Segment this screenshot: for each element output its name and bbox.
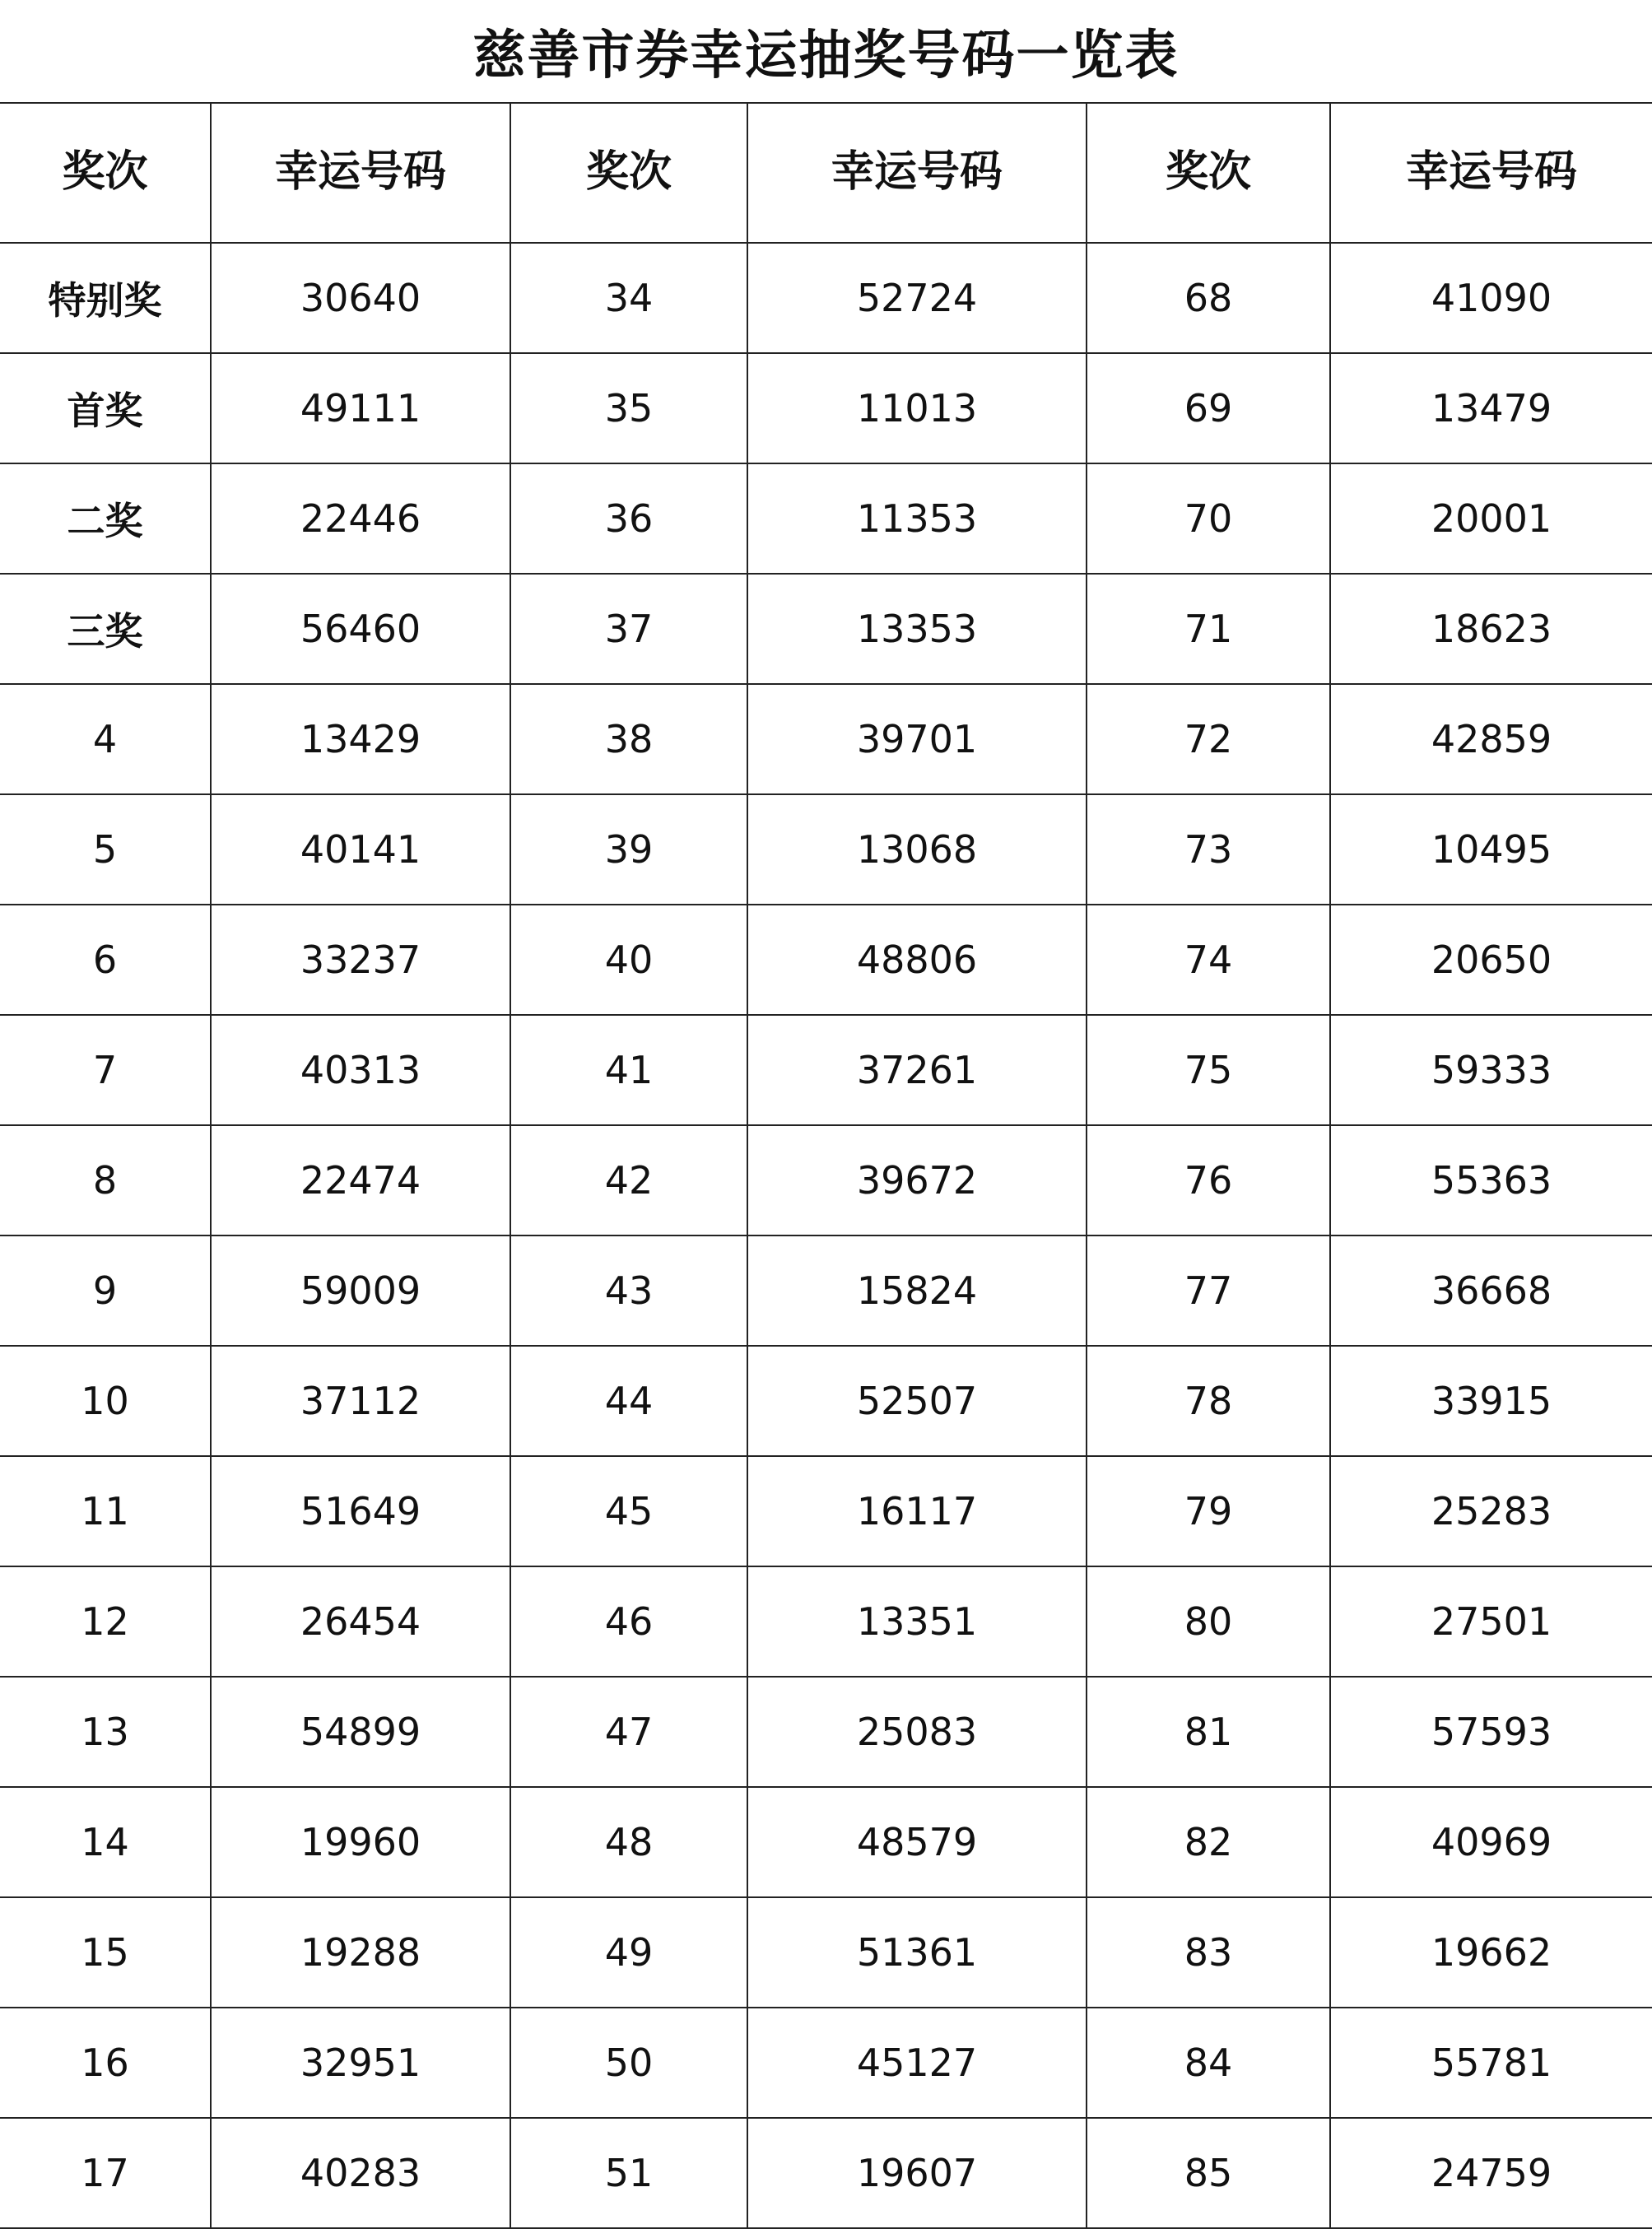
lucky-number-cell: 54899 bbox=[211, 1677, 510, 1787]
lucky-number-cell: 32951 bbox=[211, 2008, 510, 2118]
lucky-number-cell: 40141 bbox=[211, 794, 510, 905]
lucky-number-cell: 19288 bbox=[211, 1897, 510, 2008]
lucky-number-cell: 51361 bbox=[747, 1897, 1087, 2008]
prize-rank-cell: 15 bbox=[0, 1897, 211, 2008]
lucky-number-cell: 40313 bbox=[211, 1015, 510, 1125]
table-row bbox=[0, 2008, 1652, 2118]
prize-rank-cell: 38 bbox=[510, 684, 747, 794]
lucky-number-cell: 25283 bbox=[1330, 1456, 1652, 1566]
prize-rank-cell: 42 bbox=[510, 1125, 747, 1235]
lucky-number-cell: 24759 bbox=[1330, 2118, 1652, 2228]
table-row bbox=[0, 2118, 1652, 2228]
prize-rank-cell: 11 bbox=[0, 1456, 211, 1566]
prize-rank-cell: 79 bbox=[1087, 1456, 1330, 1566]
prize-rank-cell: 10 bbox=[0, 1346, 211, 1456]
prize-rank-cell: 80 bbox=[1087, 1566, 1330, 1677]
prize-rank-cell: 14 bbox=[0, 1787, 211, 1897]
lucky-number-cell: 30640 bbox=[211, 243, 510, 353]
prize-rank-cell: 6 bbox=[0, 905, 211, 1015]
prize-rank-cell: 82 bbox=[1087, 1787, 1330, 1897]
prize-rank-cell: 45 bbox=[510, 1456, 747, 1566]
header-prize-rank: 奖次 bbox=[1087, 103, 1330, 243]
lucky-number-cell: 40283 bbox=[211, 2118, 510, 2228]
page-title: 慈善市券幸运抽奖号码一览表 bbox=[472, 26, 1180, 86]
lucky-number-cell: 48806 bbox=[747, 905, 1087, 1015]
prize-rank-cell: 70 bbox=[1087, 463, 1330, 574]
prize-rank-cell: 三奖 bbox=[0, 574, 211, 684]
prize-rank-cell: 二奖 bbox=[0, 463, 211, 574]
prize-rank-cell: 13 bbox=[0, 1677, 211, 1787]
lucky-number-cell: 11013 bbox=[747, 353, 1087, 463]
lucky-number-cell: 13351 bbox=[747, 1566, 1087, 1677]
table-row bbox=[0, 1235, 1652, 1346]
lucky-number-cell: 18623 bbox=[1330, 574, 1652, 684]
lucky-number-cell: 20650 bbox=[1330, 905, 1652, 1015]
prize-rank-cell: 12 bbox=[0, 1566, 211, 1677]
prize-rank-cell: 76 bbox=[1087, 1125, 1330, 1235]
lucky-number-cell: 55781 bbox=[1330, 2008, 1652, 2118]
lucky-number-cell: 52724 bbox=[747, 243, 1087, 353]
prize-rank-cell: 48 bbox=[510, 1787, 747, 1897]
table-row bbox=[0, 353, 1652, 463]
table-row bbox=[0, 1125, 1652, 1235]
table-row bbox=[0, 1897, 1652, 2008]
lucky-number-cell: 13068 bbox=[747, 794, 1087, 905]
header-lucky-number: 幸运号码 bbox=[1330, 103, 1652, 243]
lucky-number-cell: 57593 bbox=[1330, 1677, 1652, 1787]
table-row bbox=[0, 1346, 1652, 1456]
lucky-number-cell: 33915 bbox=[1330, 1346, 1652, 1456]
table-row bbox=[0, 574, 1652, 684]
lucky-number-cell: 39672 bbox=[747, 1125, 1087, 1235]
prize-rank-cell: 40 bbox=[510, 905, 747, 1015]
lucky-number-cell: 16117 bbox=[747, 1456, 1087, 1566]
table-row bbox=[0, 1787, 1652, 1897]
lucky-number-cell: 42859 bbox=[1330, 684, 1652, 794]
prize-rank-cell: 41 bbox=[510, 1015, 747, 1125]
lucky-number-cell: 41090 bbox=[1330, 243, 1652, 353]
lucky-number-cell: 22474 bbox=[211, 1125, 510, 1235]
prize-rank-cell: 17 bbox=[0, 2118, 211, 2228]
lucky-number-cell: 52507 bbox=[747, 1346, 1087, 1456]
prize-rank-cell: 71 bbox=[1087, 574, 1330, 684]
table-header-row bbox=[0, 103, 1652, 243]
prize-rank-cell: 85 bbox=[1087, 2118, 1330, 2228]
table-row bbox=[0, 1566, 1652, 1677]
prize-rank-cell: 8 bbox=[0, 1125, 211, 1235]
table-row bbox=[0, 463, 1652, 574]
prize-rank-cell: 7 bbox=[0, 1015, 211, 1125]
table-row bbox=[0, 684, 1652, 794]
lucky-number-cell: 26454 bbox=[211, 1566, 510, 1677]
prize-rank-cell: 35 bbox=[510, 353, 747, 463]
prize-rank-cell: 首奖 bbox=[0, 353, 211, 463]
lottery-number-table bbox=[0, 102, 1652, 2229]
lucky-number-cell: 37112 bbox=[211, 1346, 510, 1456]
lucky-number-cell: 59009 bbox=[211, 1235, 510, 1346]
lucky-number-cell: 13479 bbox=[1330, 353, 1652, 463]
lucky-number-cell: 55363 bbox=[1330, 1125, 1652, 1235]
table-row bbox=[0, 1015, 1652, 1125]
lucky-number-cell: 20001 bbox=[1330, 463, 1652, 574]
prize-rank-cell: 16 bbox=[0, 2008, 211, 2118]
prize-rank-cell: 44 bbox=[510, 1346, 747, 1456]
lucky-number-cell: 13429 bbox=[211, 684, 510, 794]
prize-rank-cell: 68 bbox=[1087, 243, 1330, 353]
prize-rank-cell: 39 bbox=[510, 794, 747, 905]
lucky-number-cell: 13353 bbox=[747, 574, 1087, 684]
lucky-number-cell: 11353 bbox=[747, 463, 1087, 574]
lucky-number-cell: 49111 bbox=[211, 353, 510, 463]
prize-rank-cell: 49 bbox=[510, 1897, 747, 2008]
lucky-number-cell: 37261 bbox=[747, 1015, 1087, 1125]
prize-rank-cell: 5 bbox=[0, 794, 211, 905]
prize-rank-cell: 特别奖 bbox=[0, 243, 211, 353]
table-row bbox=[0, 243, 1652, 353]
prize-rank-cell: 34 bbox=[510, 243, 747, 353]
header-lucky-number: 幸运号码 bbox=[211, 103, 510, 243]
lucky-number-cell: 59333 bbox=[1330, 1015, 1652, 1125]
table-row bbox=[0, 1677, 1652, 1787]
prize-rank-cell: 47 bbox=[510, 1677, 747, 1787]
table-row bbox=[0, 1456, 1652, 1566]
lucky-number-cell: 45127 bbox=[747, 2008, 1087, 2118]
lucky-number-cell: 19960 bbox=[211, 1787, 510, 1897]
lucky-number-cell: 15824 bbox=[747, 1235, 1087, 1346]
table-row bbox=[0, 905, 1652, 1015]
prize-rank-cell: 72 bbox=[1087, 684, 1330, 794]
lucky-number-cell: 19607 bbox=[747, 2118, 1087, 2228]
lucky-number-cell: 39701 bbox=[747, 684, 1087, 794]
lucky-number-cell: 22446 bbox=[211, 463, 510, 574]
prize-rank-cell: 36 bbox=[510, 463, 747, 574]
prize-rank-cell: 43 bbox=[510, 1235, 747, 1346]
prize-rank-cell: 69 bbox=[1087, 353, 1330, 463]
prize-rank-cell: 46 bbox=[510, 1566, 747, 1677]
lucky-number-cell: 33237 bbox=[211, 905, 510, 1015]
lucky-number-cell: 19662 bbox=[1330, 1897, 1652, 2008]
prize-rank-cell: 50 bbox=[510, 2008, 747, 2118]
prize-rank-cell: 9 bbox=[0, 1235, 211, 1346]
lucky-number-cell: 25083 bbox=[747, 1677, 1087, 1787]
prize-rank-cell: 77 bbox=[1087, 1235, 1330, 1346]
lucky-number-cell: 36668 bbox=[1330, 1235, 1652, 1346]
header-prize-rank: 奖次 bbox=[0, 103, 211, 243]
prize-rank-cell: 4 bbox=[0, 684, 211, 794]
lucky-number-cell: 40969 bbox=[1330, 1787, 1652, 1897]
prize-rank-cell: 37 bbox=[510, 574, 747, 684]
prize-rank-cell: 73 bbox=[1087, 794, 1330, 905]
lucky-number-cell: 27501 bbox=[1330, 1566, 1652, 1677]
table-row bbox=[0, 794, 1652, 905]
header-prize-rank: 奖次 bbox=[510, 103, 747, 243]
lucky-number-cell: 10495 bbox=[1330, 794, 1652, 905]
prize-rank-cell: 78 bbox=[1087, 1346, 1330, 1456]
prize-rank-cell: 74 bbox=[1087, 905, 1330, 1015]
prize-rank-cell: 81 bbox=[1087, 1677, 1330, 1787]
prize-rank-cell: 84 bbox=[1087, 2008, 1330, 2118]
prize-rank-cell: 83 bbox=[1087, 1897, 1330, 2008]
header-lucky-number: 幸运号码 bbox=[747, 103, 1087, 243]
prize-rank-cell: 51 bbox=[510, 2118, 747, 2228]
lucky-number-cell: 48579 bbox=[747, 1787, 1087, 1897]
lucky-number-cell: 51649 bbox=[211, 1456, 510, 1566]
lucky-number-cell: 56460 bbox=[211, 574, 510, 684]
prize-rank-cell: 75 bbox=[1087, 1015, 1330, 1125]
